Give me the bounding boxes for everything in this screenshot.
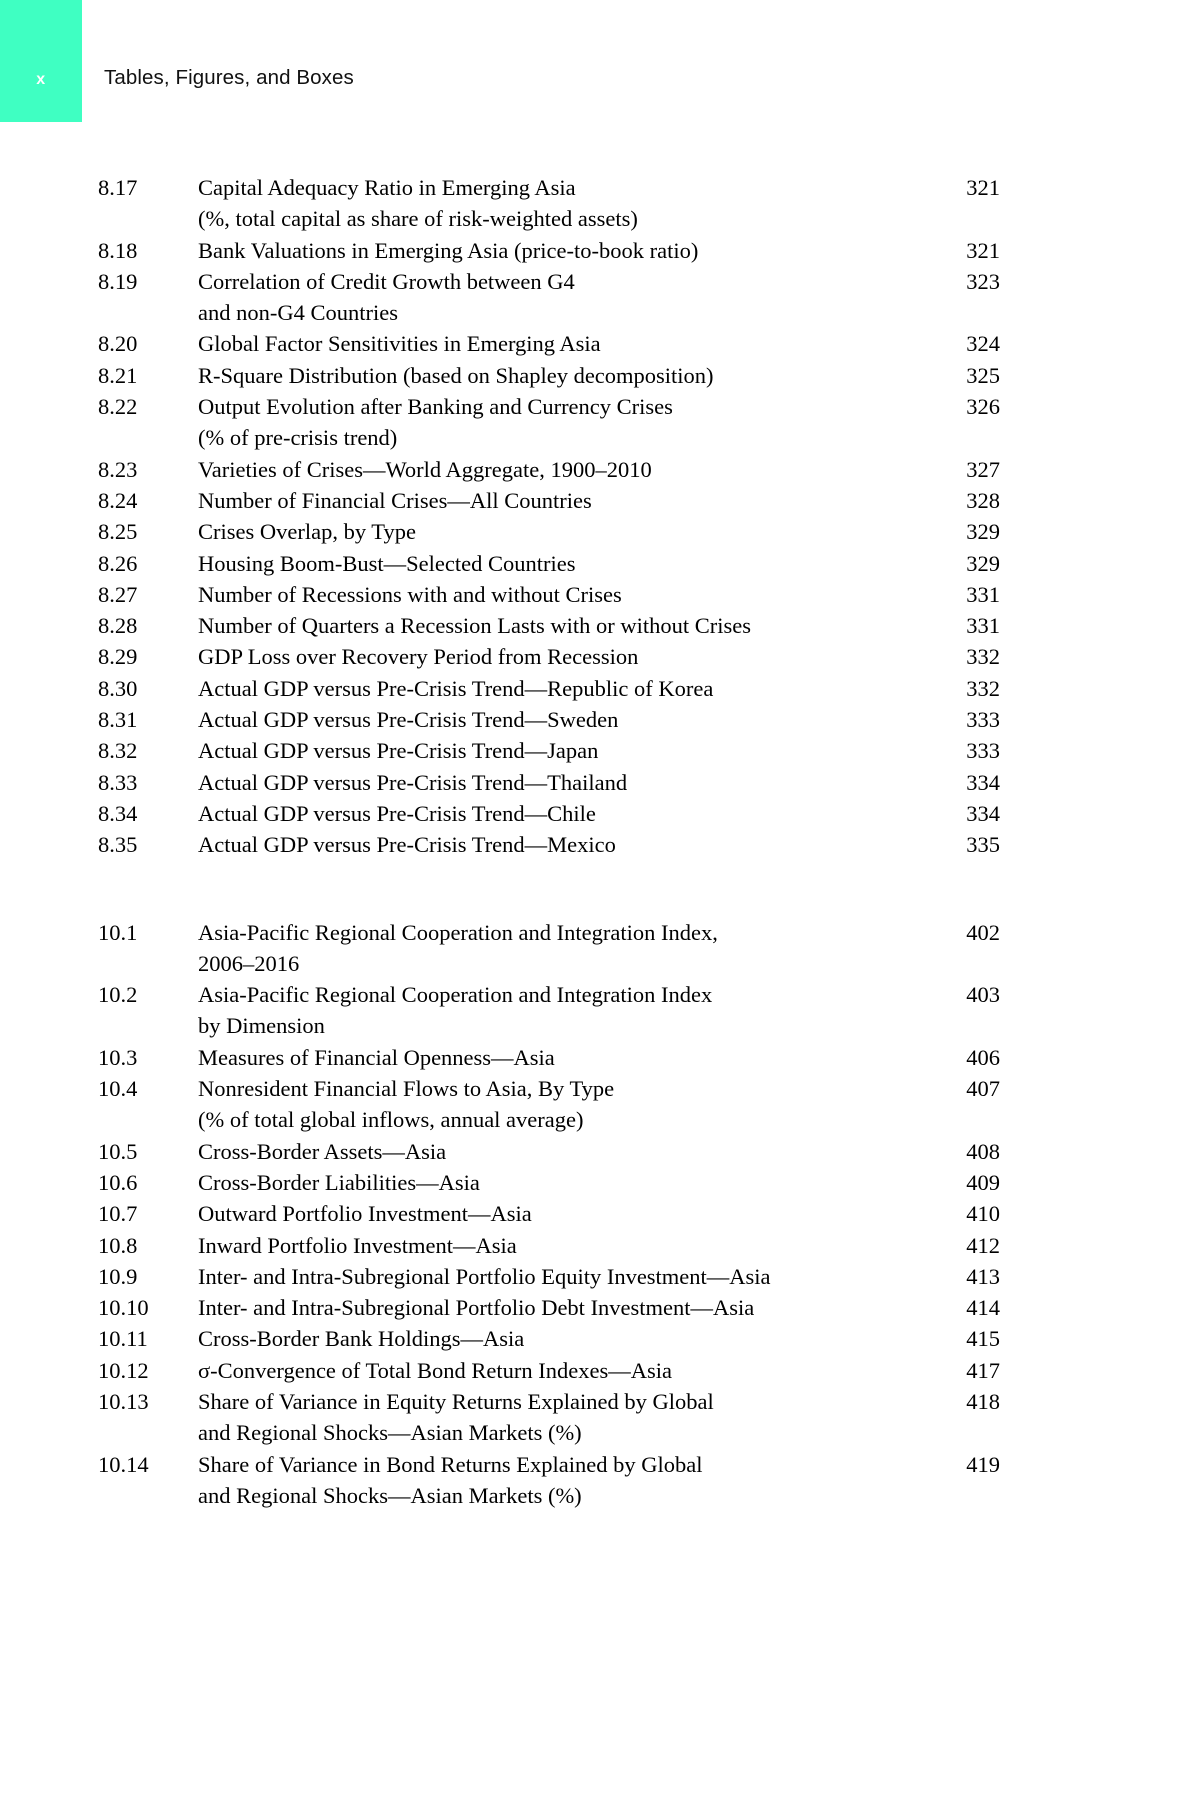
toc-entry-number: 8.18 [98,237,138,263]
toc-entry-number: 10.5 [98,1138,138,1164]
toc-entry[interactable] [0,735,1200,766]
toc-entry-page-number: 409 [966,1169,1000,1195]
toc-entry-line [0,1042,1200,1073]
toc-entry-page-number: 323 [966,268,1000,294]
toc-entry-line [0,610,1200,641]
toc-entry-title: GDP Loss over Recovery Period from Recession [198,644,639,670]
toc-entry-number: 8.30 [98,675,138,701]
toc-entry[interactable] [0,360,1200,391]
toc-entry-line [0,798,1200,829]
toc-entry-number: 8.28 [98,613,138,639]
toc-entry-line [0,1480,1200,1511]
toc-entry-title: Actual GDP versus Pre-Crisis Trend—Sweden [198,707,619,733]
toc-entry-title: R-Square Distribution (based on Shapley decomposition) [198,362,714,388]
toc-entry-title: Output Evolution after Banking and Currency Crises [198,394,673,420]
toc-entry-line [0,1104,1200,1135]
toc-entry-page-number: 410 [966,1201,1000,1227]
toc-entry-page-number: 328 [966,487,1000,513]
toc-entry-line [0,767,1200,798]
toc-entry-title: Actual GDP versus Pre-Crisis Trend—Thailand [198,769,628,795]
toc-entry-page-number: 332 [966,644,1000,670]
toc-entry[interactable] [0,1042,1200,1073]
toc-entry[interactable] [0,1386,1200,1449]
toc-entry[interactable] [0,1073,1200,1136]
toc-entry-number: 8.27 [98,581,138,607]
toc-entry-title: Actual GDP versus Pre-Crisis Trend—Japan [198,738,599,764]
toc-entry[interactable] [0,1198,1200,1229]
toc-entry-title: Global Factor Sensitivities in Emerging Asia [198,331,601,357]
toc-entry-number: 10.2 [98,982,138,1008]
toc-entry-title-continuation: by Dimension [198,1013,325,1039]
toc-entry-page-number: 326 [966,394,1000,420]
toc-entry-line [0,203,1200,234]
toc-entry-title: Asia-Pacific Regional Cooperation and Integration Index, [198,919,718,945]
toc-entry-number: 8.26 [98,550,138,576]
toc-entry-line [0,454,1200,485]
toc-entry-line [0,422,1200,453]
toc-entry-number: 8.20 [98,331,138,357]
toc-entry-number: 8.22 [98,394,138,420]
toc-entry[interactable] [0,641,1200,672]
toc-entry[interactable] [0,454,1200,485]
toc-entry-line [0,917,1200,948]
toc-entry[interactable] [0,235,1200,266]
toc-entry-title-continuation: (% of pre-crisis trend) [198,425,398,451]
toc-entry-title: Actual GDP versus Pre-Crisis Trend—Republic of Korea [198,675,714,701]
toc-entry-title-continuation: 2006–2016 [198,950,300,976]
toc-entry-title: Actual GDP versus Pre-Crisis Trend—Chile [198,800,596,826]
toc-entry-page-number: 331 [966,613,1000,639]
toc-entry-title: Number of Recessions with and without Crises [198,581,622,607]
toc-entry[interactable] [0,266,1200,329]
toc-entry-title-continuation: (%, total capital as share of risk-weighted assets) [198,206,638,232]
toc-entry-line [0,673,1200,704]
toc-entry-title-continuation: and non-G4 Countries [198,300,398,326]
toc-entry-title: Measures of Financial Openness—Asia [198,1044,555,1070]
toc-entry[interactable] [0,1261,1200,1292]
toc-entry-number: 8.32 [98,738,138,764]
toc-entry[interactable] [0,548,1200,579]
toc-entry-line [0,1198,1200,1229]
toc-entry-line [0,266,1200,297]
toc-entry-page-number: 329 [966,519,1000,545]
toc-entry-number: 8.23 [98,456,138,482]
toc-entry-title: Share of Variance in Equity Returns Explained by Global [198,1388,714,1414]
toc-entry[interactable] [0,391,1200,454]
toc-entry-title: Number of Quarters a Recession Lasts with or without Crises [198,613,752,639]
toc-entry-number: 8.21 [98,362,138,388]
toc-entry-page-number: 333 [966,738,1000,764]
toc-entry-line [0,485,1200,516]
toc-entry-line [0,1292,1200,1323]
toc-entry-line [0,1261,1200,1292]
toc-entry[interactable] [0,767,1200,798]
toc-entry-page-number: 413 [966,1263,1000,1289]
toc-entry-line [0,235,1200,266]
toc-entry-number: 10.1 [98,919,138,945]
toc-entry-page-number: 402 [966,919,1000,945]
toc-entry-title: Inward Portfolio Investment—Asia [198,1232,517,1258]
toc-entry-line [0,360,1200,391]
toc-entry-title: Housing Boom-Bust—Selected Countries [198,550,576,576]
toc-entry-page-number: 325 [966,362,1000,388]
toc-entry[interactable] [0,917,1200,980]
toc-entry-line [0,1167,1200,1198]
toc-entry[interactable] [0,1355,1200,1386]
toc-group [0,172,1200,861]
table-of-contents-list [0,172,1200,1511]
toc-entry-title: Number of Financial Crises—All Countries [198,487,592,513]
toc-entry-number: 10.11 [98,1326,148,1352]
toc-entry-line [0,704,1200,735]
toc-entry[interactable] [0,798,1200,829]
toc-entry-number: 10.9 [98,1263,138,1289]
toc-entry-page-number: 334 [966,769,1000,795]
toc-entry-number: 10.12 [98,1357,149,1383]
toc-entry-page-number: 412 [966,1232,1000,1258]
toc-entry-number: 10.6 [98,1169,138,1195]
toc-entry-line [0,1136,1200,1167]
toc-entry-number: 8.31 [98,707,138,733]
toc-entry-line [0,1073,1200,1104]
toc-entry-line [0,579,1200,610]
toc-entry[interactable] [0,1136,1200,1167]
page-folio-number: x [36,71,46,88]
toc-entry-line [0,948,1200,979]
toc-entry[interactable] [0,1449,1200,1512]
toc-entry-page-number: 332 [966,675,1000,701]
toc-entry[interactable] [0,673,1200,704]
toc-entry-title-continuation: and Regional Shocks—Asian Markets (%) [198,1482,582,1508]
toc-entry-page-number: 419 [966,1451,1000,1477]
toc-entry-number: 10.4 [98,1076,138,1102]
toc-entry-line [0,1449,1200,1480]
toc-entry-number: 10.13 [98,1388,149,1414]
toc-entry-line [0,328,1200,359]
toc-entry-page-number: 324 [966,331,1000,357]
toc-entry-title-continuation: and Regional Shocks—Asian Markets (%) [198,1420,582,1446]
toc-entry-line [0,1010,1200,1041]
toc-entry-page-number: 407 [966,1076,1000,1102]
toc-entry-title: Capital Adequacy Ratio in Emerging Asia [198,175,576,200]
toc-entry[interactable] [0,328,1200,359]
toc-entry-number: 10.3 [98,1044,138,1070]
toc-entry-page-number: 417 [966,1357,1000,1383]
toc-entry-page-number: 333 [966,707,1000,733]
toc-entry-line [0,391,1200,422]
toc-entry-number: 8.19 [98,268,138,294]
toc-entry-title: Asia-Pacific Regional Cooperation and Integration Index [198,982,713,1008]
toc-entry[interactable] [0,704,1200,735]
toc-entry-title: Actual GDP versus Pre-Crisis Trend—Mexico [198,832,616,858]
toc-entry[interactable] [0,1292,1200,1323]
toc-entry-page-number: 408 [966,1138,1000,1164]
toc-entry-page-number: 329 [966,550,1000,576]
toc-entry-title: Outward Portfolio Investment—Asia [198,1201,532,1227]
toc-entry-line [0,1417,1200,1448]
toc-entry-number: 10.7 [98,1201,138,1227]
toc-entry-line [0,548,1200,579]
toc-entry-line [0,735,1200,766]
toc-entry-page-number: 414 [966,1295,1000,1321]
toc-group [0,917,1200,1512]
toc-entry-number: 8.25 [98,519,138,545]
toc-entry-line [0,829,1200,860]
toc-entry-title-continuation: (% of total global inflows, annual average) [198,1107,584,1133]
toc-entry-page-number: 403 [966,982,1000,1008]
toc-entry-page-number: 321 [966,237,1000,263]
toc-entry-number: 10.8 [98,1232,138,1258]
toc-entry-page-number: 327 [966,456,1000,482]
running-head-title: Tables, Figures, and Boxes [104,66,354,89]
toc-entry-line [0,1386,1200,1417]
toc-entry-page-number: 321 [966,175,1000,200]
toc-entry-number: 8.17 [98,175,138,200]
toc-entry-page-number: 415 [966,1326,1000,1352]
toc-entry-line [0,1230,1200,1261]
toc-entry-page-number: 335 [966,832,1000,858]
toc-entry[interactable] [0,829,1200,860]
toc-entry[interactable] [0,172,1200,235]
toc-entry-title: Cross-Border Bank Holdings—Asia [198,1326,525,1352]
toc-entry-line [0,516,1200,547]
toc-entry-title: σ-Convergence of Total Bond Return Indexes—Asia [198,1357,672,1383]
page-header [0,0,1200,122]
toc-entry-number: 8.35 [98,832,138,858]
toc-entry-title: Cross-Border Assets—Asia [198,1138,447,1164]
toc-entry-title: Nonresident Financial Flows to Asia, By Type [198,1076,615,1102]
toc-entry-title: Bank Valuations in Emerging Asia (price-to-book ratio) [198,237,699,263]
toc-entry[interactable] [0,1323,1200,1354]
toc-entry[interactable] [0,516,1200,547]
toc-entry-number: 8.29 [98,644,138,670]
toc-entry-page-number: 331 [966,581,1000,607]
toc-entry[interactable] [0,979,1200,1042]
toc-entry-line [0,641,1200,672]
toc-entry-line [0,1355,1200,1386]
toc-entry-number: 10.10 [98,1295,149,1321]
toc-entry-page-number: 334 [966,800,1000,826]
toc-entry-number: 10.14 [98,1451,149,1477]
toc-entry-line [0,1323,1200,1354]
toc-entry[interactable] [0,1167,1200,1198]
toc-entry-title: Inter- and Intra-Subregional Portfolio Equity Investment—Asia [198,1263,771,1289]
toc-entry[interactable] [0,1230,1200,1261]
toc-entry-line [0,297,1200,328]
toc-entry[interactable] [0,579,1200,610]
toc-entry[interactable] [0,610,1200,641]
toc-entry-title: Cross-Border Liabilities—Asia [198,1169,480,1195]
toc-entry-page-number: 406 [966,1044,1000,1070]
toc-entry-title: Inter- and Intra-Subregional Portfolio Debt Investment—Asia [198,1295,755,1321]
toc-entry-line [0,172,1200,203]
toc-entry[interactable] [0,485,1200,516]
toc-entry-number: 8.24 [98,487,138,513]
toc-entry-title: Varieties of Crises—World Aggregate, 1900–2010 [198,456,652,482]
toc-entry-page-number: 418 [966,1388,1000,1414]
toc-entry-title: Share of Variance in Bond Returns Explained by Global [198,1451,703,1477]
toc-entry-number: 8.33 [98,769,138,795]
toc-entry-line [0,979,1200,1010]
toc-entry-title: Crises Overlap, by Type [198,519,416,545]
toc-entry-title: Correlation of Credit Growth between G4 [198,268,575,294]
toc-entry-number: 8.34 [98,800,138,826]
